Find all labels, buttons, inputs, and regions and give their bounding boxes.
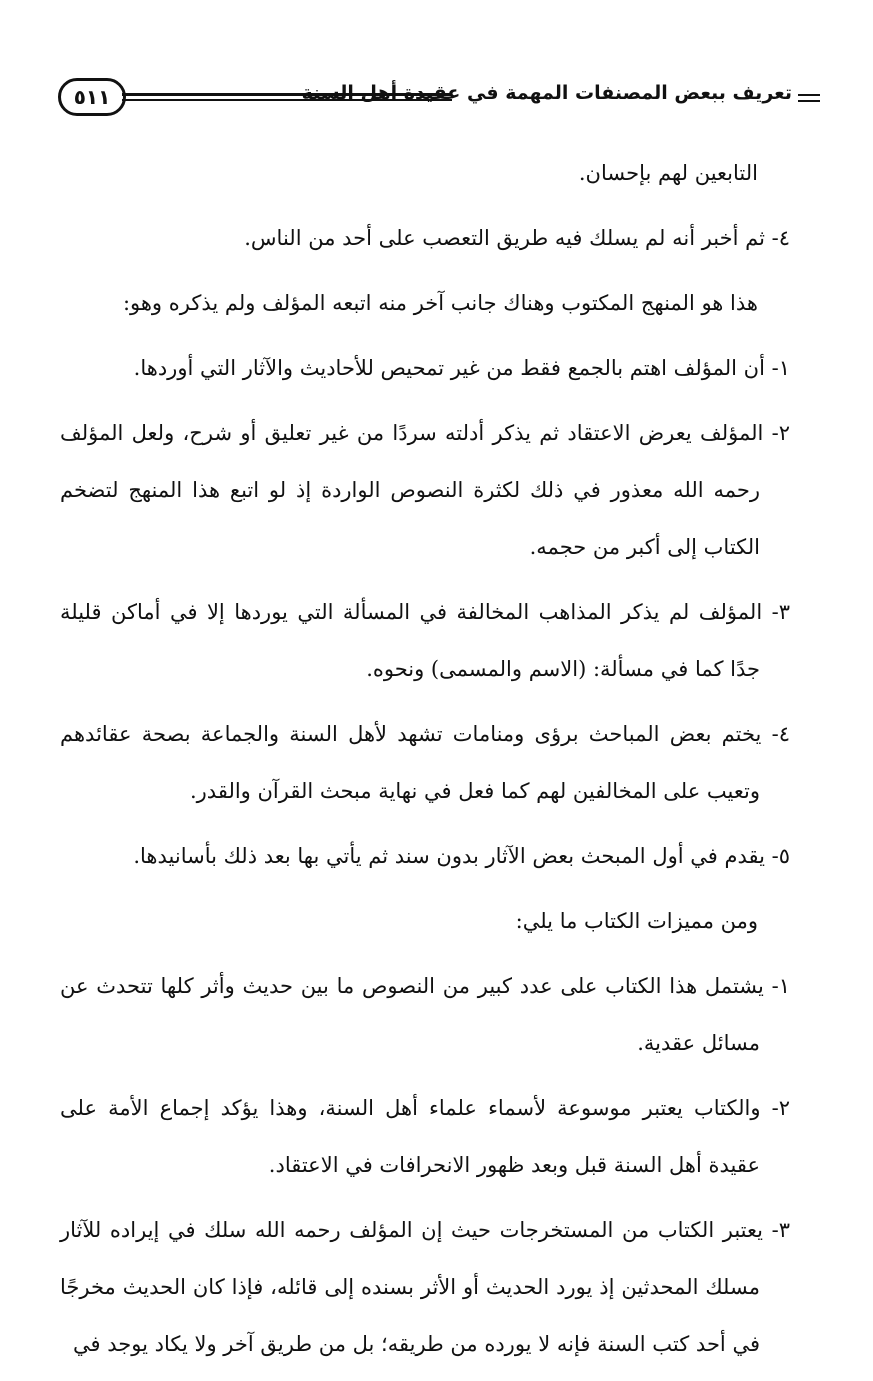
- header-ornament: [798, 94, 820, 102]
- list-item: ١- يشتمل هذا الكتاب على عدد كبير من النصوص ما بين حديث وأثر كلها تتحدث عن مسائل عقدية.: [60, 974, 790, 1055]
- list-item: ٣- المؤلف لم يذكر المذاهب المخالفة في المسألة التي يوردها إلا في أماكن قليلة جدًا كما في مسألة: (الاسم والمسمى) ونحوه.: [60, 600, 790, 681]
- header-title: تعريف ببعض المصنفات المهمة في عقيدة أهل السنة: [301, 82, 792, 104]
- list-item: ٥- يقدم في أول المبحث بعض الآثار بدون سند ثم يأتي بها بعد ذلك بأسانيدها.: [133, 844, 790, 868]
- paragraph: ومن مميزات الكتاب ما يلي:: [515, 909, 758, 933]
- paragraph: هذا هو المنهج المكتوب وهناك جانب آخر منه اتبعه المؤلف ولم يذكره وهو:: [122, 291, 758, 315]
- list-item: ٢- والكتاب يعتبر موسوعة لأسماء علماء أهل السنة، وهذا يؤكد إجماع الأمة على عقيدة أهل السنة قبل وبعد ظهور الانحرافات في الاعتقاد.: [60, 1096, 790, 1177]
- page-number: ٥١١: [58, 78, 126, 116]
- paragraph: التابعين لهم بإحسان.: [578, 161, 758, 185]
- list-item: ٤- ثم أخبر أنه لم يسلك فيه طريق التعصب على أحد من الناس.: [244, 226, 790, 250]
- list-item: ٢- المؤلف يعرض الاعتقاد ثم يذكر أدلته سردًا من غير تعليق أو شرح، ولعل المؤلف رحمه الله معذور في ذلك لكثرة النصوص الواردة إذ لو اتبع هذا المنهج لتضخم الكتاب إلى أكبر من حجمه.: [60, 421, 790, 559]
- list-item: ٣- يعتبر الكتاب من المستخرجات حيث إن المؤلف رحمه الله سلك في إيراده للآثار مسلك المحدثين إذ يورد الحديث أو الأثر بسنده إلى قائله، فإذا كان الحديث مخرجًا في أحد كتب السنة فإنه لا يورده من طريقه؛ بل من طريق آخر ولا يكاد يوجد في: [60, 1218, 790, 1356]
- list-item: ٤- يختم بعض المباحث برؤى ومنامات تشهد لأهل السنة والجماعة بصحة عقائدهم وتعيب على المخالفين لهم كما فعل في نهاية مبحث القرآن والقدر.: [60, 722, 790, 803]
- running-header: [58, 78, 820, 120]
- page-body: [60, 145, 790, 1381]
- list-item: ١- أن المؤلف اهتم بالجمع فقط من غير تمحيص للأحاديث والآثار التي أوردها.: [133, 356, 790, 380]
